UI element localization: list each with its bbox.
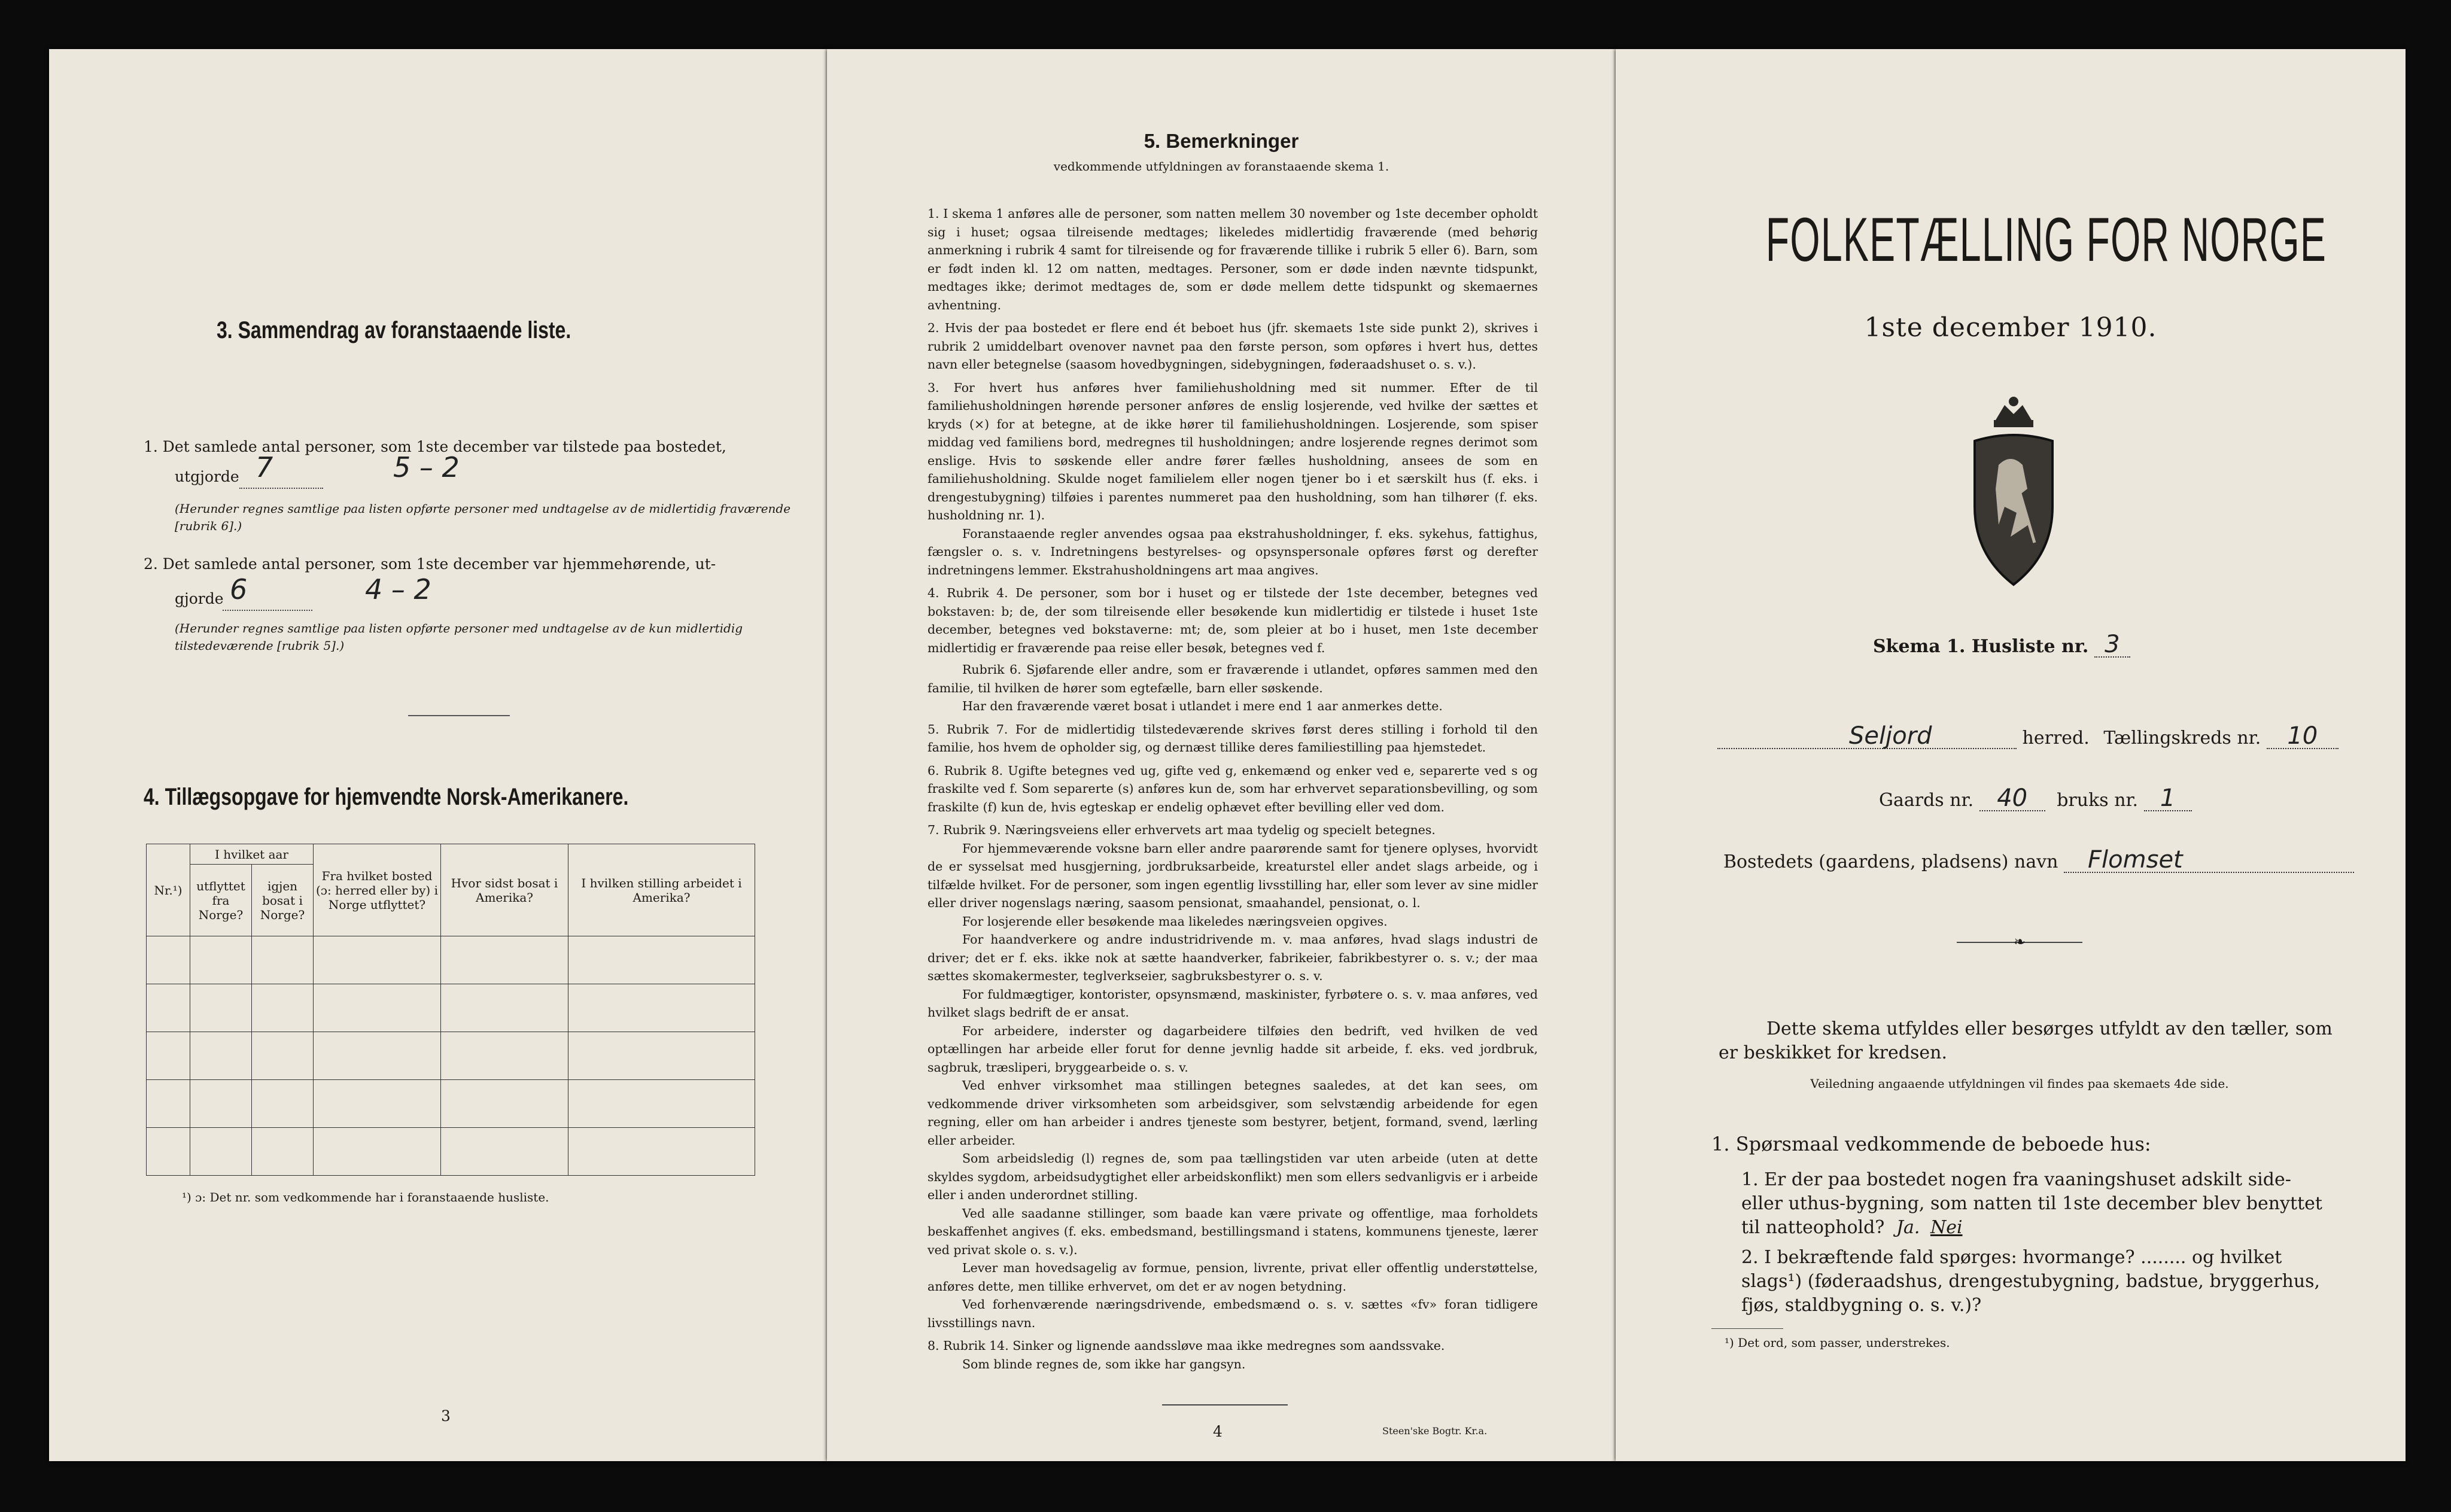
remark-7i: Ved alle saadanne stillinger, som baade kan være private og offentlige, maa forholdets beskaffenhet angives (f. eks. embedsmand, bestillingsmand i statens, kommunens tjeneste, lærer ved privat skole o. s. v.). [928, 1206, 1538, 1257]
item2-label: gjorde [175, 590, 224, 607]
remark-7f: For arbeidere, inderster og dagarbeidere tilføies den bedrift, ved hvilken de ved optællingen har arbeide eller forut for denne jevnlig hadde sit arbeide, f. eks. ved jordbruk, sagbruk, træsliperi, bryggearbeide o. s. v. [928, 1023, 1538, 1075]
herred-label: herred. [2022, 728, 2090, 749]
col-emigrated: utflyttet fra Norge? [190, 865, 252, 936]
col-last-where: Hvor sidst bosat i Amerika? [441, 844, 568, 936]
remark-1: 1. I skema 1 anføres alle de personer, som natten mellem 30 november og 1ste december opholdt sig i huset; ogsaa tilreisende medtages; likeledes midlertidig fraværende (med behørig anmerkning i rubrik 4 samt for tilreisende og for fraværende tillike i rubrik 5 eller 6). Barn, som er født inden kl. 12 om natten, medtages. Personer, som er døde inden nævnte tidspunkt, medtages ikke; derimot medtages de, som er døde mellem dette tidspunkt og skemaernes avhentning. [928, 206, 1538, 312]
col-occupation: I hvilken stilling arbeidet i Amerika? [568, 844, 755, 936]
bosted-line [1723, 848, 2354, 874]
remark-3a: 3. For hvert hus anføres hver familiehusholdning med sit nummer. Efter de til familiehusholdningen hørende personer anføres de enslig losjerende, ved hvilke der sættes et kryds (×) for at betegne, at de ikke hører til familiehusholdningen. Losjerende, som spiser middag ved familiens bord, medregnes til husholdningen; andre losjerende regnes derimot som enslige. Hvis to søskende eller andre fører fælles husholdning, ansees de som en familiehusholdning. Skulde noget familielem eller nogen tjener bo i et særskilt hus (f. eks. i drengestubygning) tilføies i parentes nummeret paa den husholdning, som han tilhører (f. eks. husholdning nr. 1). [928, 380, 1538, 522]
page-number: 3 [441, 1407, 451, 1425]
remark-8a: 8. Rubrik 14. Sinker og lignende aandssløve maa ikke medregnes som aandssvake. [928, 1338, 1445, 1353]
table-row [147, 936, 755, 984]
herred-line [1717, 724, 2339, 750]
col-from-where: Fra hvilket bosted (ɔ: herred eller by) i Norge utflyttet? [314, 844, 441, 936]
kreds-label: Tællingskreds nr. [2103, 728, 2261, 749]
remark-6: 6. Rubrik 8. Ugifte betegnes ved ug, gifte ved g, enkemænd og enker ved e, separerte ved s og fraskilte ved f. Som separerte (s) anføres kun de, som har erhvervet separationsbevilling, og som fraskilte (f) kun de, hvis egteskap er endelig ophævet efter bevilling eller ved dom. [928, 763, 1538, 814]
remark-7h: Som arbeidsledig (l) regnes de, som paa tællingstiden var uten arbeide (uten at dette skyldes sygdom, arbeidsudygtighet eller arbeidskonflikt) men som ellers sedvanligvis er i arbeide eller i anden underordnet stilling. [928, 1151, 1538, 1202]
question-1-text: 1. Er der paa bostedet nogen fra vaaningshuset adskilt side- eller uthus-bygning, som natten til 1ste december blev benyttet til natteophold? [1741, 1169, 2322, 1238]
item1-fill-line [239, 488, 323, 489]
remark-2: 2. Hvis der paa bostedet er flere end ét beboet hus (jfr. skemaets 1ste side punkt 2), skrives i rubrik 2 umiddelbart ovenover navnet paa den første person, som opføres i hvert hus, dettes navn eller betegnelse (saasom hovedbygningen, sidebygningen, føderaadshuset o. s. v.). [928, 321, 1538, 372]
ornament-icon: ❧ [2014, 933, 2026, 950]
table-footnote: ¹) ɔ: Det nr. som vedkommende har i foranstaaende husliste. [182, 1190, 549, 1204]
bruk-value: 1 [2144, 786, 2192, 811]
remark-3b: Foranstaaende regler anvendes ogsaa paa ekstrahusholdninger, f. eks. sykehus, fattighus, fængsler o. s. v. Indretningens bestyrelses- og opsynspersonale opføres først og derefter indretningens lemmer. Ekstrahusholdningens art maa angives. [928, 526, 1538, 577]
schema-line [1873, 632, 2130, 659]
end-rule [1162, 1404, 1288, 1405]
section5-subtitle: vedkommende utfyldningen av foranstaaende skema 1. [1053, 159, 1389, 174]
census-date: 1ste december 1910. [1864, 312, 2157, 343]
instruction-small: Veiledning angaaende utfyldningen vil findes paa skemaets 4de side. [1810, 1076, 2229, 1091]
item1-label: utgjorde [175, 468, 239, 485]
item1-value: 7 [256, 451, 273, 483]
table-row [147, 1032, 755, 1080]
answer-ja: Ja. [1896, 1217, 1920, 1238]
printer-mark: Steen'ske Bogtr. Kr.a. [1382, 1425, 1488, 1437]
col-nr: Nr.¹) [147, 844, 190, 936]
census-title: FOLKETÆLLING FOR NORGE [1765, 205, 2327, 275]
instruction-text: Dette skema utfyldes eller besørges utfyldt av den tæller, som er beskikket for kredsen. [1719, 1018, 2333, 1063]
remark-7c: For losjerende eller besøkende maa likeledes næringsveien opgives. [962, 914, 1388, 929]
gaard-line [1879, 786, 2192, 813]
item2-text: 2. Det samlede antal personer, som 1ste december var hjemmehørende, ut- [144, 555, 716, 573]
bosted-value: Flomset [2064, 848, 2354, 873]
question-1 [1741, 1168, 2334, 1240]
remark-8b: Som blinde regnes de, som ikke har gangsyn. [962, 1356, 1246, 1371]
kreds-value: 10 [2267, 724, 2339, 749]
remark-7g: Ved enhver virksomhet maa stillingen betegnes saaledes, at det kan sees, om vedkommende driver virksomheten som arbeidsgiver, som selvstændig arbeidende for egen regning, eller om han arbeider i andres tjeneste som bestyrer, betjent, formand, svend, lærling eller arbeider. [928, 1078, 1538, 1148]
husliste-nr: 3 [2094, 632, 2130, 658]
item1-note: (Herunder regnes samtlige paa listen opførte personer med undtagelse av de midlertidig fraværende [rubrik 6].) [175, 501, 791, 533]
right-page [1616, 49, 2406, 1461]
gaard-value: 40 [1979, 786, 2045, 811]
item1-text: 1. Det samlede antal personer, som 1ste december var tilstede paa bostedet, [144, 438, 726, 455]
item1-breakdown: 5 – 2 [393, 451, 460, 483]
bruk-label: bruks nr. [2057, 790, 2139, 811]
section5-title: 5. Bemerkninger [1144, 130, 1299, 152]
questions-header: 1. Spørsmaal vedkommende de beboede hus: [1711, 1133, 2151, 1155]
remark-7j: Lever man hovedsagelig av formue, pension, livrente, privat eller offentlig understøttelse, anføres dette, men tillike erhvervet, om det er av nogen betydning. [928, 1261, 1538, 1294]
divider [408, 715, 510, 716]
remark-4c: Har den fraværende været bosat i utlandet i mere end 1 aar anmerkes dette. [962, 699, 1443, 713]
remark-7d: For haandverkere og andre industridrivende m. v. maa anføres, hvad slags industri de driver; det er f. eks. ikke nok at sætte haandverker, fabrikeier, fabrikbestyrer o. s. v.; der maa sættes skomakermester, teglverkseier, sagbruksbestyrer o. s. v. [928, 932, 1538, 983]
section4-title: 4. Tillægsopgave for hjemvendte Norsk-Amerikanere. [144, 784, 629, 810]
page-number: 4 [1213, 1423, 1223, 1440]
remark-7e: For fuldmægtiger, kontorister, opsynsmænd, maskinister, fyrbøtere o. s. v. maa anføres, ved hvilket slags bedrift de er ansat. [928, 987, 1538, 1020]
item2-note: (Herunder regnes samtlige paa listen opførte personer med undtagelse av de kun midlertidig tilstedeværende [rubrik 5].) [175, 621, 743, 653]
item2-value: 6 [230, 573, 248, 606]
remark-7k: Ved forhenværende næringsdrivende, embedsmænd o. s. v. sættes «fv» foran tidligere livsstillings navn. [928, 1297, 1538, 1330]
item2-fill-line [223, 610, 312, 611]
col-returned: igjen bosat i Norge? [252, 865, 314, 936]
remark-7a: 7. Rubrik 9. Næringsveiens eller erhvervets art maa tydelig og specielt betegnes. [928, 823, 1436, 837]
bosted-label: Bostedets (gaardens, pladsens) navn [1723, 851, 2058, 872]
footnote: ¹) Det ord, som passer, understrekes. [1725, 1335, 1950, 1350]
remark-4a: 4. Rubrik 4. De personer, som bor i huset og er tilstede der 1ste december, betegnes ved bokstaven: b; de, der som tilreisende eller besøkende kun midlertidig er tilstede i huset 1ste december, betegnes ved bokstaverne: mt; de, som pleier at bo i huset, men 1ste december midlertidig er fraværende paa reise eller besøk, betegnes ved f. [928, 586, 1538, 655]
gaard-label: Gaards nr. [1879, 790, 1974, 811]
remark-5: 5. Rubrik 7. For de midlertidig tilstedeværende skrives først deres stilling i forhold til den familie, hos hvem de opholder sig, og dernæst tillike deres familiestilling paa hjemstedet. [928, 722, 1538, 755]
section3-title: 3. Sammendrag av foranstaaende liste. [217, 317, 571, 343]
left-page [49, 49, 827, 1461]
herred-value: Seljord [1717, 724, 2017, 749]
middle-page [827, 49, 1616, 1461]
item2-breakdown: 4 – 2 [365, 573, 431, 606]
table-row [147, 1128, 755, 1176]
question-2: 2. I bekræftende fald spørges: hvormange? ........ og hvilket slags¹) (føderaadshus, drengestubygning, badstue, bryggerhus, fjøs, staldbygning o. s. v.)? [1741, 1247, 2321, 1316]
norway-coat-of-arms-icon [1963, 393, 2064, 597]
table-row [147, 1080, 755, 1128]
answer-nei: Nei [1930, 1217, 1963, 1238]
remark-4b: Rubrik 6. Sjøfarende eller andre, som er fraværende i utlandet, opføres sammen med den familie, til hvilken de hører som egtefælle, barn eller søskende. [928, 662, 1538, 695]
schema-label: Skema 1. Husliste nr. [1873, 636, 2089, 657]
footnote-rule [1711, 1328, 1783, 1329]
remarks-list [928, 205, 1538, 1373]
remark-7b: For hjemmeværende voksne barn eller andre paarørende samt for tjenere oplyses, hvorvidt de er sysselsat med husgjerning, jordbruksarbeide, kreaturstel eller andet slags arbeide, og i tilfælde hvilket. For de personer, som ingen egentlig livsstilling har, eller som lever av sine midler eller driver nogenslags næring, saasom pensionat, smaahandel, pensionat, o. l. [928, 841, 1538, 910]
norsk-amerikanere-table [146, 844, 755, 1176]
col-year-group: I hvilket aar [190, 844, 314, 865]
table-row [147, 984, 755, 1032]
